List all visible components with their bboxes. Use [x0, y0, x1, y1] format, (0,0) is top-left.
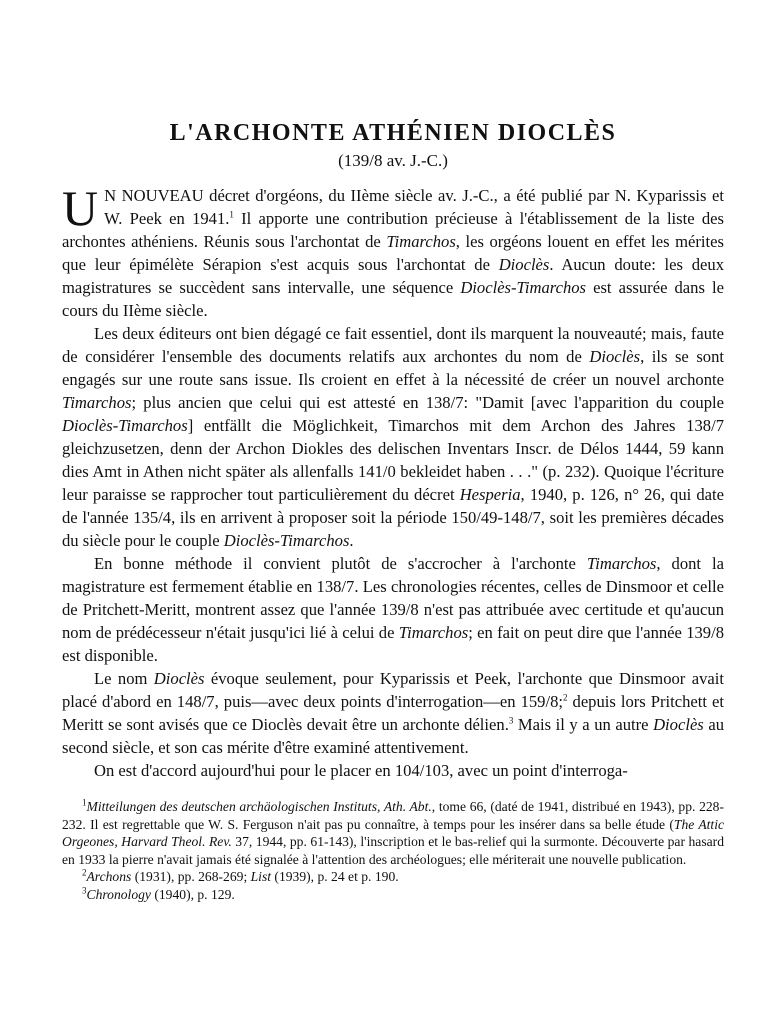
italic-run: Chronology: [86, 886, 151, 902]
text-run: On est d'accord aujourd'hui pour le placer en 104/103, avec un point d'interroga-: [94, 761, 628, 780]
paragraph-3: [62, 552, 724, 667]
text-run: évoque seulement, pour Kyparissis et Peek, l'archonte que Dinsmoor avait placé d'abord en 148/7, puis—avec deux points d'interrogation—en 159/8;: [62, 669, 724, 711]
footnote-ref-2[interactable]: 2: [563, 692, 568, 703]
drop-cap: U: [62, 180, 99, 236]
italic-run: Timarchos: [586, 554, 657, 573]
footnote-2: [62, 868, 724, 886]
italic-run: Dioclès: [653, 715, 704, 734]
article-subtitle: (139/8 av. J.-C.): [338, 151, 448, 170]
article-title: L'ARCHONTE ATHÉNIEN DIOCLÈS: [169, 120, 617, 146]
text-run: ] entfällt die Möglichkeit, Timarchos mit dem Archon des Jahres 138/7 gleichzusetzen, denn der Archon Diokles des delischen Inventars Inscr. de Délos 1444, 59 kann dies Amt in Athen nicht später als allenfalls 141/0 bekleidet haben . . ." (p. 232). Quoique l'écriture leur paraisse se rapprocher tout particulièrement du décret: [62, 416, 724, 504]
text-run: au second siècle, et son cas mérite d'être examiné attentivement.: [62, 715, 725, 757]
paragraph-1: [62, 180, 724, 322]
italic-run: Dioclès-Timarchos: [223, 531, 350, 550]
text-run: Les deux éditeurs ont bien dégagé ce fait essentiel, dont ils marquent la nouveauté; mais, faute de considérer l'ensemble des documents relatifs aux archontes du nom de: [62, 324, 724, 366]
text-run: ; en fait on peut dire que l'année 139/8 est disponible.: [62, 623, 724, 665]
footnote-1: [62, 798, 724, 868]
italic-run: Dioclès: [589, 347, 641, 366]
footnote-ref-1[interactable]: 1: [229, 209, 234, 220]
text-run: (1939), p. 24 et p. 190.: [271, 869, 399, 884]
text-run: , dont la magistrature est fermement établie en 138/7. Les chronologies récentes, celles de Dinsmoor et celle de Pritchett-Meritt, montrent assez que l'année 139/8 n'est pas attribuée avec certitude et qu'aucun nom de prédécesseur n'était jusqu'ici lié à celui de: [62, 554, 725, 642]
footnote-3: [62, 886, 724, 904]
page: [62, 118, 724, 903]
text-run: est assurée dans le cours du IIème siècle.: [62, 278, 724, 320]
italic-run: Timarchos: [386, 232, 456, 251]
text-run: 37, 1944, pp. 61-143), l'inscription et le bas-relief qui la surmonte. Découverte par hasard en 1933 la pierre n'avait jamais été signalée à l'attention des archéologues; elle mériterait une nouvelle publication.: [62, 834, 724, 867]
text-run: Mais il y a un autre: [513, 715, 654, 734]
italic-run: Timarchos: [398, 623, 469, 642]
italic-run: Hesperia: [459, 485, 521, 504]
text-run: , ils se sont engagés sur une route sans issue. Ils croient en effet à la nécessité de créer un nouvel archonte: [62, 347, 724, 389]
italic-run: Mitteilungen des deutschen archäologischen Instituts, Ath. Abt.: [86, 799, 432, 814]
paragraph-2: [62, 322, 724, 552]
text-run: ; plus ancien que celui qui est attesté en 138/7: "Damit [avec l'apparition du couple: [131, 393, 724, 412]
text-run: .: [349, 531, 354, 550]
text-run: (1931), pp. 268-269;: [131, 869, 251, 884]
italic-run: Archons: [86, 869, 132, 884]
text-run: Le nom: [94, 669, 154, 688]
footnote-number: 1: [82, 797, 87, 808]
text-run: N NOUVEAU décret d'orgéons, du IIème siècle av. J.-C., a été publié par N. Kyparissis et W. Peek en 1941.: [104, 186, 724, 228]
text-run: . Aucun doute: les deux magistratures se succèdent sans intervalle, une séquence: [62, 255, 724, 297]
text-run: Il apporte une contribution précieuse à l'établissement de la liste des archontes athéniens. Réunis sous l'archontat de: [62, 209, 724, 251]
footnote-number: 2: [82, 867, 87, 878]
italic-run: Dioclès: [153, 669, 205, 688]
text-run: , les orgéons louent en effet les mérites que leur épimélète Sérapion s'est acquis sous l'archontat de: [62, 232, 724, 274]
footnote-ref-3[interactable]: 3: [508, 715, 514, 726]
paragraph-4: [62, 667, 724, 759]
italic-run: Dioclès-Timarchos: [62, 416, 188, 435]
italic-run: The Attic Orgeones, Harvard Theol. Rev.: [62, 816, 725, 849]
footnotes: [62, 798, 724, 903]
italic-run: Dioclès-Timarchos: [460, 278, 587, 297]
italic-run: List: [250, 869, 272, 884]
italic-run: Timarchos: [62, 393, 132, 412]
footnote-number: 3: [82, 884, 87, 895]
paragraph-5: [62, 759, 724, 782]
article-body: [62, 180, 725, 782]
text-run: (1940), p. 129.: [150, 886, 235, 902]
text-run: , tome 66, (daté de 1941, distribué en 1943), pp. 228-232. Il est regrettable que W. S. Ferguson n'ait pas pu connaître, à temps pour les insérer dans sa belle étude (: [62, 799, 724, 832]
text-run: , 1940, p. 126, n° 26, qui date de l'année 135/4, ils en arrivent à proposer soit la période 150/49-148/7, soit les premières décades du siècle pour le couple: [62, 485, 724, 550]
text-run: En bonne méthode il convient plutôt de s'accrocher à l'archonte: [94, 554, 587, 573]
italic-run: Dioclès: [498, 255, 550, 274]
text-run: depuis lors Pritchett et Meritt se sont avisés que ce Dioclès devait être un archonte délien.: [62, 692, 725, 734]
